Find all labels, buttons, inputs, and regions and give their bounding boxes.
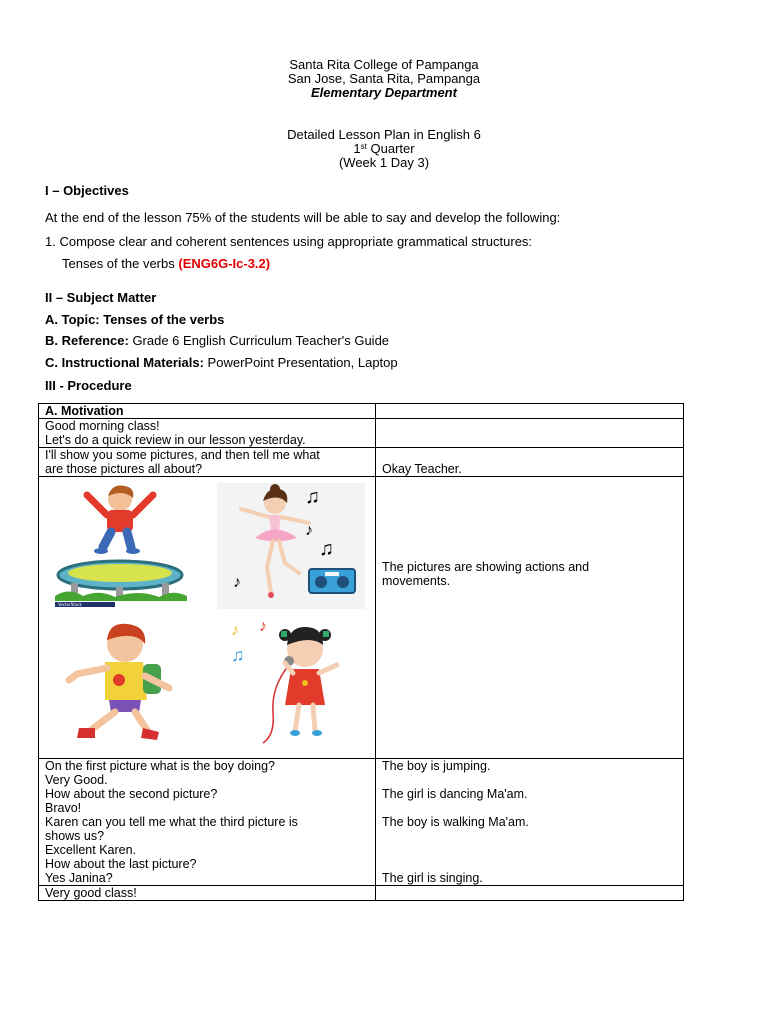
svg-text:♫: ♫ xyxy=(231,645,245,665)
department-name: Elementary Department xyxy=(311,85,457,100)
svg-text:♪: ♪ xyxy=(233,574,241,591)
svg-text:♫: ♫ xyxy=(305,486,320,508)
curriculum-code: (ENG6G-Ic-3.2) xyxy=(178,256,271,271)
trampoline-boy-picture xyxy=(49,483,191,608)
pictures-answer: The pictures are showing actions and movements. xyxy=(376,477,684,759)
teacher-instruction: I'll show you some pictures, and then tell me what are those pictures all about? xyxy=(39,448,376,477)
materials-line: C. Instructional Materials: PowerPoint Presentation, Laptop xyxy=(45,355,398,370)
procedure-table xyxy=(38,403,684,901)
svg-text:♪: ♪ xyxy=(231,622,239,639)
ballerina-girl-picture xyxy=(217,483,365,609)
topic-line: A. Topic: Tenses of the verbs xyxy=(45,312,225,327)
plan-title: Detailed Lesson Plan in English 6 xyxy=(287,127,481,142)
plan-week: (Week 1 Day 3) xyxy=(338,155,430,170)
objective-item-1-sub: Tenses of the verbs (ENG6G-Ic-3.2) xyxy=(62,256,271,271)
objective-item-1: 1. Compose clear and coherent sentences using appropriate grammatical structures: xyxy=(45,234,533,249)
picture-caption: VectorStock xyxy=(58,602,82,607)
objectives-heading: I – Objectives xyxy=(45,183,129,198)
walking-boy-picture xyxy=(47,620,193,750)
objectives-intro: At the end of the lesson 75% of the students will be able to say and develop the following: xyxy=(45,210,561,225)
motivation-heading: A. Motivation xyxy=(39,404,376,419)
reference-line: B. Reference: Grade 6 English Curriculum Teacher's Guide xyxy=(45,333,390,348)
plan-quarter: 1st Quarter xyxy=(353,141,415,156)
svg-text:♫: ♫ xyxy=(319,538,334,560)
school-name: Santa Rita College of Pampanga xyxy=(289,57,479,72)
student-response: Okay Teacher. xyxy=(376,448,684,477)
svg-text:♪: ♪ xyxy=(305,522,313,539)
procedure-heading: III - Procedure xyxy=(45,378,132,393)
singing-girl-picture xyxy=(215,617,361,751)
teacher-questions: On the first picture what is the boy doing? Very Good. How about the second picture? Bravo! Karen can you tell me what the third picture is shows us? Excellent Karen. How about the last picture? Yes Janina? xyxy=(39,759,376,886)
svg-text:♪: ♪ xyxy=(259,618,267,635)
subject-matter-heading: II – Subject Matter xyxy=(45,290,157,305)
teacher-greeting: Good morning class! Let's do a quick review in our lesson yesterday. xyxy=(39,419,376,448)
student-answers: The boy is jumping. The girl is dancing Ma'am. The boy is walking Ma'am. The girl is singing. xyxy=(376,759,684,886)
teacher-closing: Very good class! xyxy=(39,886,376,901)
school-address: San Jose, Santa Rita, Pampanga xyxy=(287,71,481,86)
pictures-cell xyxy=(39,477,376,759)
